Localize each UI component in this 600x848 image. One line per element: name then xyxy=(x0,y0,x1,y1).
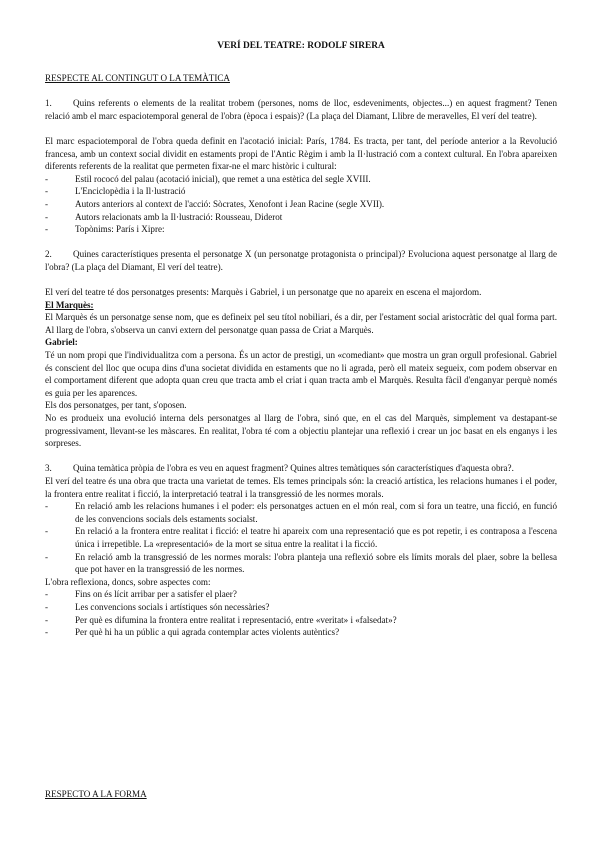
question-number: 1. xyxy=(45,98,52,109)
question-number: 2. xyxy=(45,249,52,260)
question-1 xyxy=(45,97,557,122)
list-item: - Autors relacionats amb la Il·lustració: Rousseau, Diderot xyxy=(45,211,283,222)
gabriel-text: Té un nom propi que l'individualitza com a persona. És un actor de prestigi, un «comediant» que mostra un gran orgull profesional. Gabriel és conscient del lloc que ocupa dins d'una societat dividida en estaments que no li agrada, però ell mateix segueix, com podem observar en el comportament diferent que adopta quan creu que tracta amb el criat i quan tracta amb el Marquès. Resulta fàcil d'enganyar perquè només es guia per les aparences. xyxy=(45,350,557,398)
section-heading-content: RESPECTE AL CONTINGUT O LA TEMÀTICA xyxy=(45,72,230,83)
answer-1-intro: El marc espaciotemporal de l'obra queda definit en l'acotació inicial: París, 1784. Es tracta, per tant, del període anterior a la Revolució francesa, amb un context social dividit en estaments propi de l'Antic Règim i amb la Il·lustració com a context cultural. En l'obra apareixen diferents referents de la realitat que permeten fixar-ne el marc històric i cultural: xyxy=(45,135,557,172)
question-text: Quina temàtica pròpia de l'obra es veu en aquest fragment? Quines altres temàtiques són característiques d'aquesta obra?. xyxy=(73,463,514,474)
list-item: - En relació amb les relacions humanes i el poder: els personatges actuen en el món real, com si fora un teatre, una ficció, en funció de les convencions socials dels estaments socialst. xyxy=(45,501,557,524)
list-item: - Topònims: París i Xipre: xyxy=(45,224,165,235)
question-3 xyxy=(45,462,557,475)
reflection-intro: L'obra reflexiona, doncs, sobre aspectes com: xyxy=(45,576,211,587)
section-heading-form: RESPECTO A LA FORMA xyxy=(45,789,147,799)
question-number: 3. xyxy=(45,463,52,474)
marques-text: El Marquès és un personatge sense nom, que es defineix pel seu títol nobiliari, és a dir, per l'estament social aristocràtic del qual forma part. Al llarg de l'obra, s'observa un canvi extern del personatge quan passa de Criat a Marquès. xyxy=(45,312,557,335)
marques-heading: El Marquès: xyxy=(45,299,94,310)
list-item: - Autors anteriors al context de l'acció: Sòcrates, Xenofont i Jean Racine (segle XVII). xyxy=(45,198,385,209)
evolution-text: No es produeix una evolució interna dels personatges al llarg de l'obra, sinó que, en el cas del Marquès, simplement va destapant-se progressivament, llevant-se les màscares. En realitat, l'obra té com a objectiu plantejar una reflexió i crear un joc basat en els enganys i les sorpreses. xyxy=(45,413,557,449)
list-item: - L'Enciclopèdia i la Il·lustració xyxy=(45,186,186,197)
list-item: - Fins on és lícit arribar per a satisfer el plaer? xyxy=(45,589,237,600)
answer-3-intro: El verí del teatre és una obra que tracta una varietat de temes. Els temes principals són: la creació artística, les relacions humanes i el poder, la frontera entre realitat i ficció, la interpretació teatral i la transgressió de les normes morals. xyxy=(45,476,557,499)
question-text: Quins referents o elements de la realitat trobem (persones, noms de lloc, esdeveniments, objectes...) en aquest fragment? Tenen relació amb el marc espaciotemporal general de l'obra (època i espais)? (La plaça del Diamant, Llibre de meravelles, El verí del teatre). xyxy=(45,98,557,121)
list-item: - Per què es difumina la frontera entre realitat i representació, entre «veritat» i «falsedat»? xyxy=(45,614,397,625)
question-2 xyxy=(45,248,557,273)
list-item: - Per què hi ha un públic a qui agrada contemplar actes violents autèntics? xyxy=(45,627,340,638)
document-title: VERÍ DEL TEATRE: RODOLF SIRERA xyxy=(217,41,385,51)
gabriel-heading: Gabriel: xyxy=(45,337,78,348)
list-item: - Les convencions socials i artístiques són necessàries? xyxy=(45,601,270,612)
both-characters: Els dos personatges, per tant, s'oposen. xyxy=(45,400,187,411)
question-text: Quines característiques presenta el personatge X (un personatge protagonista o principal)? Evoluciona aquest personatge al llarg de l'obra? (La plaça del Diamant, El verí del teatre). xyxy=(45,249,557,272)
answer-2-intro: El verí del teatre té dos personatges presents: Marquès i Gabriel, i un personatge que no apareix en escena el majordom. xyxy=(45,287,482,298)
list-item: - En relació amb la transgressió de les normes morals: l'obra planteja una reflexió sobre els límits morals del plaer, sobre la bellesa que pot haver en la transgressió de les normes. xyxy=(45,551,557,575)
list-item: - Estil rococó del palau (acotació inicial), que remet a una estètica del segle XVIII. xyxy=(45,173,371,184)
list-item: - En relació a la frontera entre realitat i ficció: el teatre hi apareix com una representació que es pot repetir, i es contraposa a l'escena única i irrepetible. La «representació» de la mort se situa entre la realitat i la ficció. xyxy=(45,526,557,549)
document-page xyxy=(45,40,557,639)
